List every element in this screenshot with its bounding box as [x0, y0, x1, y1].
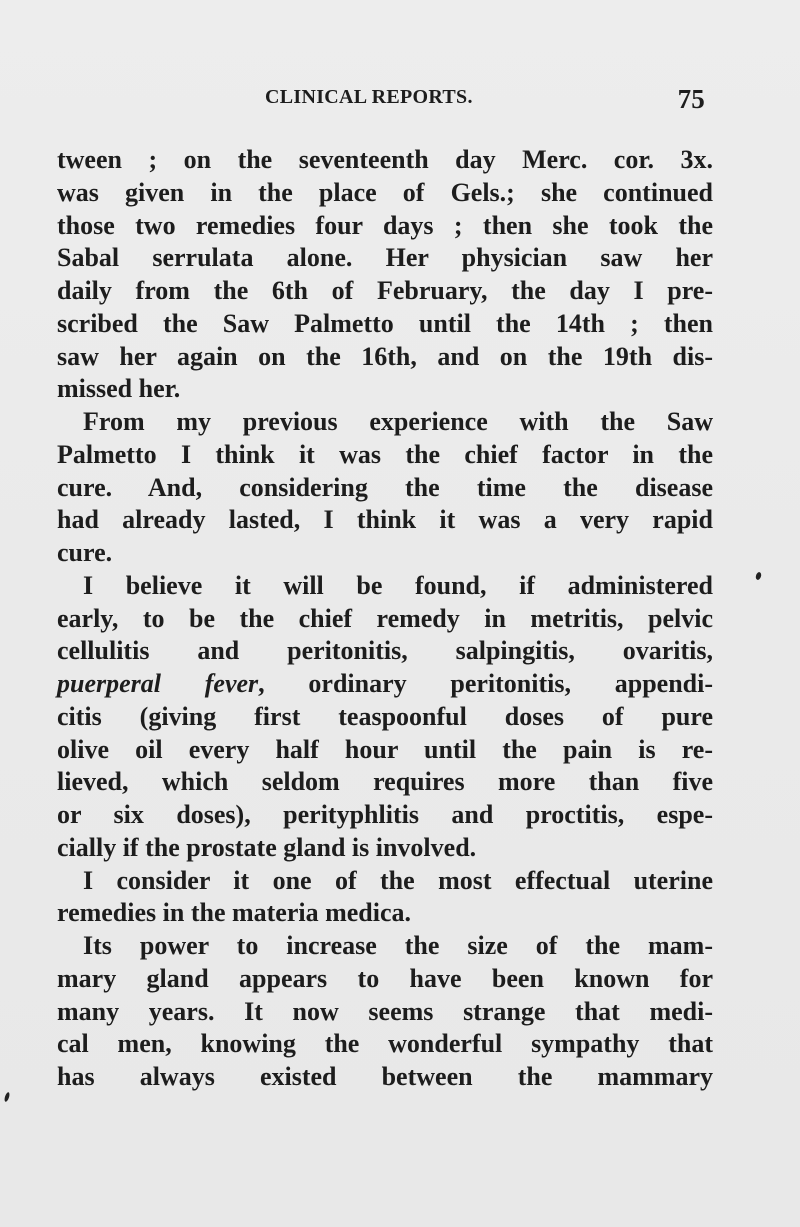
- text-line: I believe it will be found, if administered: [83, 570, 713, 600]
- text-line-with-italic: [57, 668, 713, 701]
- text-line: saw her again on the 16th, and on the 19th dis-: [57, 341, 713, 371]
- text-line: lieved, which seldom requires more than five: [57, 767, 713, 797]
- text-line: remedies in the materia medica.: [57, 898, 412, 928]
- text-line: had already lasted, I think it was a very rapid: [57, 505, 713, 535]
- text-line: has always existed between the mammary: [57, 1062, 713, 1091]
- line-continuation: , ordinary peritonitis, appendi-: [258, 669, 713, 698]
- text-line: daily from the 6th of February, the day I pre-: [57, 276, 713, 305]
- text-line: missed her.: [57, 374, 181, 404]
- text-line: cellulitis and peritonitis, salpingitis, ovaritis,: [57, 636, 713, 666]
- ink-speck: [4, 1092, 11, 1103]
- text-line: was given in the place of Gels.; she continued: [57, 177, 713, 207]
- text-line: citis (giving first teaspoonful doses of pure: [57, 701, 713, 731]
- body-text: [57, 144, 713, 1094]
- text-line: those two remedies four days ; then she took the: [57, 210, 713, 240]
- running-header: [265, 86, 705, 116]
- text-line: scribed the Saw Palmetto until the 14th ; then: [57, 308, 713, 338]
- text-line: olive oil every half hour until the pain is re-: [57, 734, 713, 764]
- text-line: or six doses), perityphlitis and proctitis, espe-: [57, 800, 713, 829]
- text-line: cure.: [57, 538, 113, 567]
- running-title: CLINICAL REPORTS.: [265, 86, 473, 108]
- page-number: 75: [677, 84, 705, 114]
- text-line: cal men, knowing the wonderful sympathy that: [57, 1029, 713, 1059]
- italic-phrase: puerperal fever: [57, 669, 259, 698]
- text-line: From my previous experience with the Saw: [83, 407, 713, 436]
- text-line: Palmetto I think it was the chief factor in the: [57, 439, 713, 469]
- text-line: tween ; on the seventeenth day Merc. cor. 3x.: [57, 145, 713, 174]
- text-line: Sabal serrulata alone. Her physician saw her: [57, 243, 713, 273]
- text-line: early, to be the chief remedy in metritis, pelvic: [57, 603, 713, 633]
- text-line: many years. It now seems strange that medi-: [57, 996, 713, 1026]
- text-line: cure. And, considering the time the disease: [57, 472, 713, 502]
- text-line: Its power to increase the size of the mam-: [83, 931, 713, 960]
- text-line: cially if the prostate gland is involved.: [57, 832, 477, 862]
- text-line: mary gland appears to have been known for: [57, 963, 713, 993]
- text-line: I consider it one of the most effectual uterine: [83, 865, 713, 895]
- ink-speck: [755, 571, 762, 580]
